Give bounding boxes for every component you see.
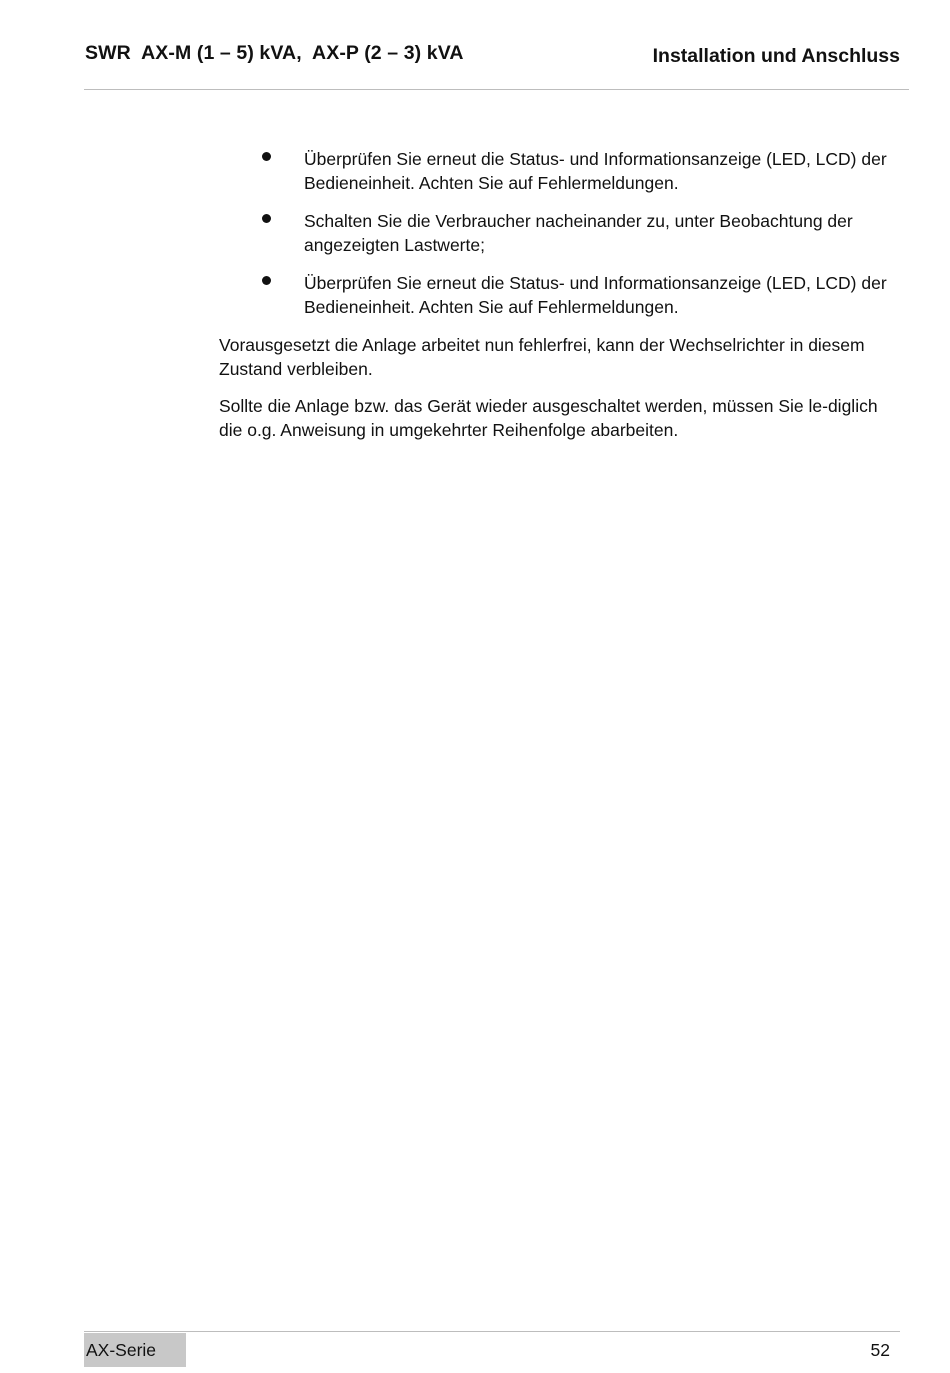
paragraph: Sollte die Anlage bzw. das Gerät wieder ausgeschaltet werden, müssen Sie le-diglich die o.g. Anweisung in umgekehrter Reihenfolge abarbeiten.	[219, 396, 878, 440]
bullet-dot-icon	[262, 276, 271, 285]
section-title: Installation und Anschluss	[652, 45, 900, 67]
list-item	[219, 147, 889, 195]
footer-series-label: AX-Serie	[84, 1333, 186, 1367]
list-item	[219, 209, 889, 257]
footer-divider	[84, 1331, 900, 1332]
list-item	[219, 271, 889, 319]
list-item-text: Überprüfen Sie erneut die Status- und Informationsanzeige (LED, LCD) der Bedieneinheit. Achten Sie auf Fehlermeldungen.	[304, 149, 887, 193]
page-number: 52	[870, 1340, 890, 1360]
document-title: SWR AX-M (1 – 5) kVA, AX-P (2 – 3) kVA	[85, 42, 464, 64]
bullet-list	[219, 147, 889, 319]
list-item-text: Schalten Sie die Verbraucher nacheinander zu, unter Beobachtung der angezeigten Lastwerte;	[304, 211, 853, 255]
header-divider	[84, 89, 909, 90]
list-item-text: Überprüfen Sie erneut die Status- und Informationsanzeige (LED, LCD) der Bedieneinheit. Achten Sie auf Fehlermeldungen.	[304, 273, 887, 317]
bullet-dot-icon	[262, 152, 271, 161]
page-body	[219, 147, 889, 455]
bullet-dot-icon	[262, 214, 271, 223]
paragraph: Vorausgesetzt die Anlage arbeitet nun fehlerfrei, kann der Wechselrichter in diesem Zustand verbleiben.	[219, 335, 865, 379]
